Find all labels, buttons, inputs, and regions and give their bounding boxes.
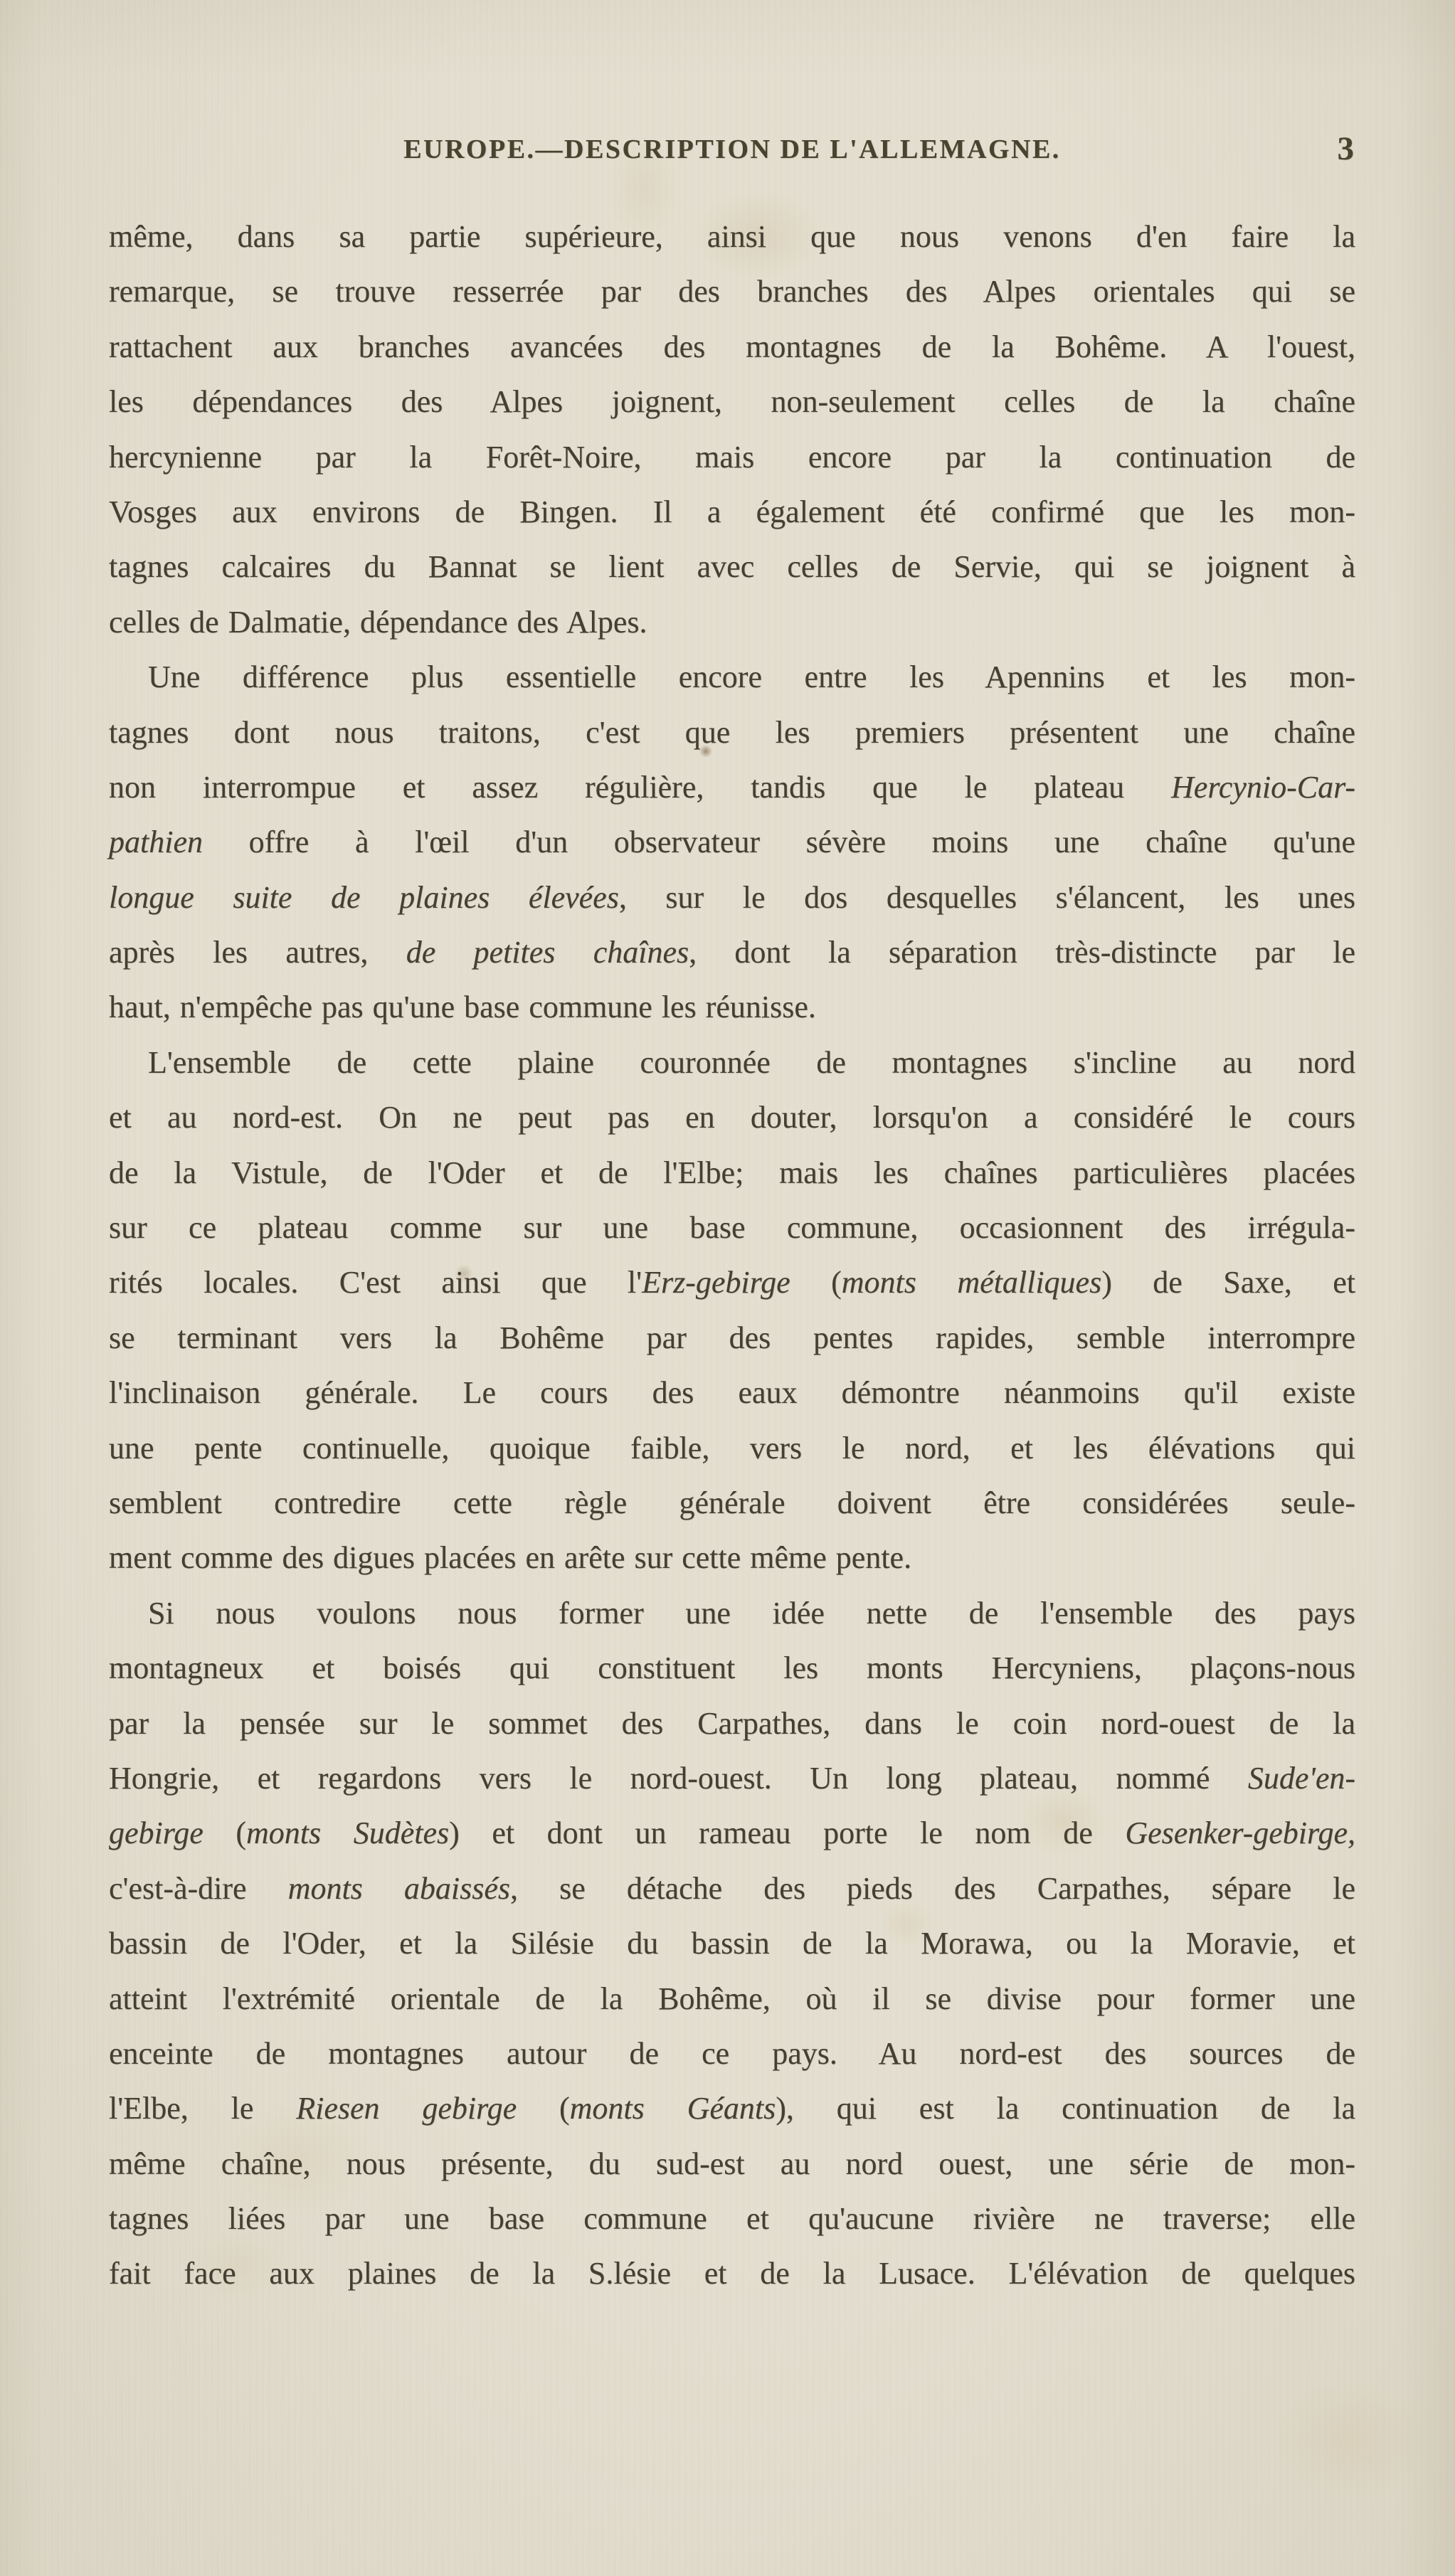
text-segment: celles de Dalmatie, dépendance des Alpes. xyxy=(109,604,647,640)
text-segment: remarque, se trouve resserrée par des branches des Alpes orientales qui se xyxy=(109,274,1355,309)
text-segment: rités locales. C'est ainsi que l' xyxy=(109,1265,642,1300)
text-segment: atteint l'extrémité orientale de la Bohême, où il se divise pour former une xyxy=(109,1981,1355,2016)
paragraph xyxy=(109,1586,1355,2301)
text-line xyxy=(109,870,1355,925)
italic-text-segment: de petites chaînes xyxy=(406,935,689,970)
text-line xyxy=(109,595,1355,650)
running-header-title: EUROPE.—DESCRIPTION DE L'ALLEMAGNE. xyxy=(403,134,1061,164)
text-line xyxy=(109,650,1355,704)
text-line xyxy=(109,1971,1355,2026)
italic-text-segment: monts Géants xyxy=(569,2091,776,2126)
body-text xyxy=(109,209,1355,2301)
text-line xyxy=(109,1035,1355,1090)
text-segment: l'inclinaison générale. Le cours des eaux démontre néanmoins qu'il existe xyxy=(109,1375,1355,1411)
italic-text-segment: monts abaissés xyxy=(287,1870,511,1906)
text-segment: ( xyxy=(790,1265,842,1300)
text-segment: tagnes liées par une base commune et qu'aucune rivière ne traverse; elle xyxy=(109,2201,1355,2237)
text-segment: offre à l'œil d'un observateur sévère moins une chaîne qu'une xyxy=(202,825,1355,860)
text-segment: L'ensemble de cette plaine couronnée de montagnes s'incline au nord xyxy=(148,1044,1355,1080)
italic-text-segment: Riesen gebirge xyxy=(296,2091,517,2126)
text-segment: et au nord-est. On ne peut pas en douter, lorsqu'on a considéré le cours xyxy=(109,1100,1355,1135)
text-segment: hercynienne par la Forêt-Noire, mais encore par la continuation de xyxy=(109,439,1355,475)
text-segment: fait face aux plaines de la S.lésie et de la Lusace. L'élévation de quelques xyxy=(109,2256,1355,2291)
text-segment: non interrompue et assez régulière, tandis que le plateau xyxy=(109,769,1172,805)
text-line xyxy=(109,1530,1355,1585)
text-line xyxy=(109,1475,1355,1530)
italic-text-segment: Gesenker-gebirge, xyxy=(1125,1816,1355,1851)
italic-text-segment: monts Sudètes xyxy=(246,1816,450,1851)
text-segment: Si nous voulons nous former une idée nette de l'ensemble des pays xyxy=(148,1595,1355,1631)
paragraph xyxy=(109,209,1355,650)
text-line xyxy=(109,319,1355,374)
text-segment: Vosges aux environs de Bingen. Il a également été confirmé que les mon- xyxy=(109,494,1355,529)
text-segment: , sur le dos desquelles s'élancent, les unes xyxy=(618,879,1355,915)
italic-text-segment: longue suite de plaines élevées xyxy=(109,879,619,915)
text-line xyxy=(109,1090,1355,1145)
text-segment: une pente continuelle, quoique faible, vers le nord, et les élévations qui xyxy=(109,1430,1355,1465)
text-segment: ( xyxy=(203,1816,247,1851)
italic-text-segment: Sude'en- xyxy=(1247,1760,1355,1796)
text-segment: rattachent aux branches avancées des montagnes de la Bohême. A l'ouest, xyxy=(109,329,1355,364)
text-segment: par la pensée sur le sommet des Carpathes, dans le coin nord-ouest de la xyxy=(109,1705,1355,1741)
text-segment: tagnes dont nous traitons, c'est que les premiers présentent une chaîne xyxy=(109,714,1355,750)
text-line xyxy=(109,815,1355,869)
italic-text-segment: pathien xyxy=(109,825,203,860)
text-line xyxy=(109,1641,1355,1695)
text-line xyxy=(109,1310,1355,1365)
text-segment: de la Vistule, de l'Oder et de l'Elbe; mais les chaînes particulières placées xyxy=(109,1155,1355,1190)
running-header xyxy=(109,130,1355,176)
text-line xyxy=(109,1200,1355,1255)
text-line xyxy=(109,980,1355,1034)
text-segment: après les autres, xyxy=(109,935,406,970)
text-segment: c'est-à-dire xyxy=(109,1870,288,1906)
text-line xyxy=(109,1586,1355,1641)
text-line xyxy=(109,430,1355,484)
text-segment: Hongrie, et regardons vers le nord-ouest. Un long plateau, nommé xyxy=(109,1760,1248,1796)
italic-text-segment: gebirge xyxy=(109,1816,203,1851)
text-segment: même chaîne, nous présente, du sud-est au nord ouest, une série de mon- xyxy=(109,2146,1355,2181)
text-segment: montagneux et boisés qui constituent les monts Hercyniens, plaçons-nous xyxy=(109,1650,1355,1686)
text-line xyxy=(109,264,1355,319)
text-segment: tagnes calcaires du Bannat se lient avec celles de Servie, qui se joignent à xyxy=(109,549,1355,585)
text-segment: les dépendances des Alpes joignent, non-seulement celles de la chaîne xyxy=(109,384,1355,420)
italic-text-segment: monts métalliques xyxy=(841,1265,1102,1300)
text-segment: ) de Saxe, et xyxy=(1101,1265,1356,1300)
text-line xyxy=(109,2191,1355,2246)
text-line xyxy=(109,1696,1355,1751)
text-line xyxy=(109,705,1355,760)
text-line xyxy=(109,1365,1355,1420)
text-segment: ), qui est la continuation de la xyxy=(776,2091,1356,2126)
text-line xyxy=(109,484,1355,539)
text-line xyxy=(109,374,1355,429)
text-line xyxy=(109,2081,1355,2136)
text-line xyxy=(109,1421,1355,1475)
text-segment: sur ce plateau comme sur une base commune, occasionnent des irrégula- xyxy=(109,1210,1355,1246)
italic-text-segment: Erz-gebirge xyxy=(642,1265,790,1300)
text-segment: , dont la séparation très-distincte par le xyxy=(689,935,1355,970)
text-line xyxy=(109,760,1355,815)
text-segment: Une différence plus essentielle encore entre les Apennins et les mon- xyxy=(148,659,1355,695)
text-segment: ( xyxy=(517,2091,570,2126)
text-segment: , se détache des pieds des Carpathes, sépare le xyxy=(510,1870,1355,1906)
text-segment: enceinte de montagnes autour de ce pays. Au nord-est des sources de xyxy=(109,2035,1355,2071)
text-line xyxy=(109,1751,1355,1806)
text-line xyxy=(109,1145,1355,1200)
text-line xyxy=(109,1806,1355,1860)
text-line xyxy=(109,1861,1355,1916)
text-line xyxy=(109,209,1355,264)
text-segment: même, dans sa partie supérieure, ainsi que nous venons d'en faire la xyxy=(109,219,1355,254)
text-line xyxy=(109,1255,1355,1310)
text-line xyxy=(109,925,1355,980)
text-segment: ment comme des digues placées en arête sur cette même pente. xyxy=(109,1540,912,1576)
page-number: 3 xyxy=(1337,130,1354,167)
text-line xyxy=(109,539,1355,594)
text-segment: se terminant vers la Bohême par des pentes rapides, semble interrompre xyxy=(109,1320,1355,1355)
italic-text-segment: Hercynio-Car- xyxy=(1171,769,1355,805)
text-segment: semblent contredire cette règle générale doivent être considérées seule- xyxy=(109,1485,1355,1520)
text-segment: haut, n'empêche pas qu'une base commune les réunisse. xyxy=(109,990,816,1025)
text-segment: bassin de l'Oder, et la Silésie du bassin de la Morawa, ou la Moravie, et xyxy=(109,1926,1355,1961)
text-line xyxy=(109,2136,1355,2191)
text-line xyxy=(109,2246,1355,2301)
paragraph xyxy=(109,1035,1355,1586)
text-line xyxy=(109,1916,1355,1971)
paragraph xyxy=(109,650,1355,1035)
text-line xyxy=(109,2026,1355,2081)
text-segment: ) et dont un rameau porte le nom de xyxy=(449,1816,1126,1851)
text-segment: l'Elbe, le xyxy=(109,2091,297,2126)
